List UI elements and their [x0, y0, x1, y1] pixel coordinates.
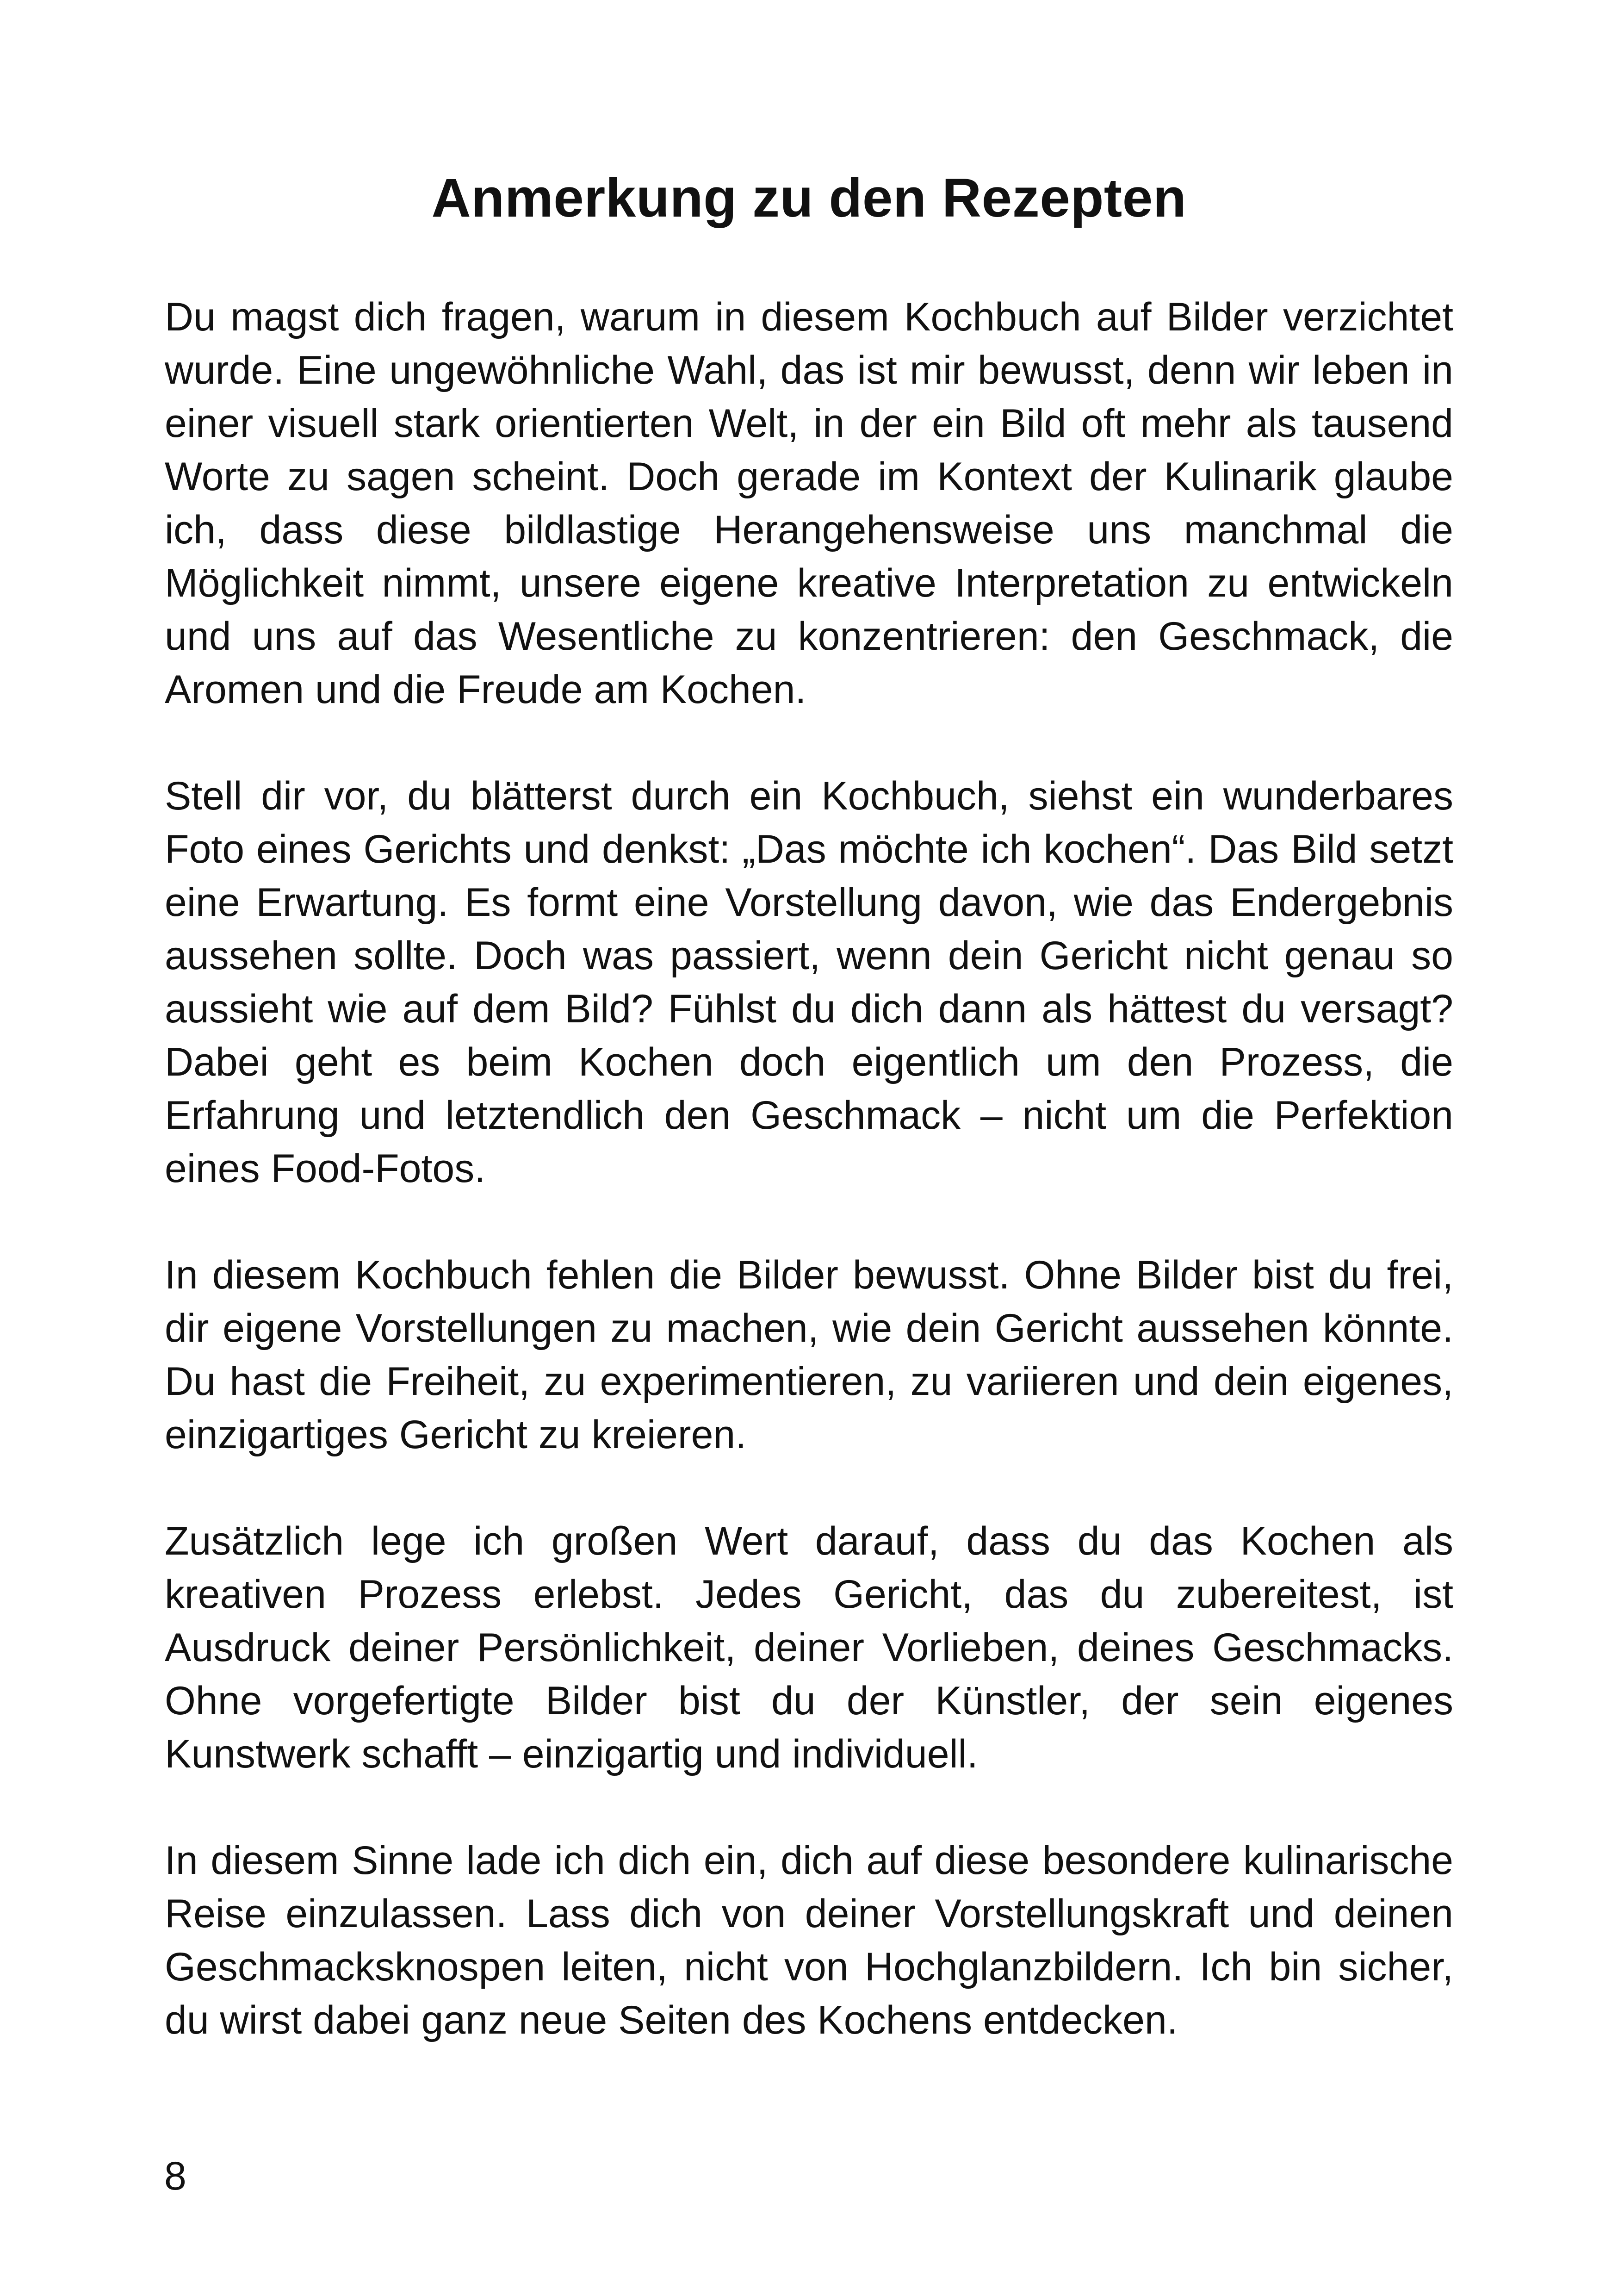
page-number: 8	[164, 2154, 186, 2198]
paragraph-3: In diesem Kochbuch fehlen die Bilder bewusst. Ohne Bilder bist du frei, dir eigene Vorstellungen zu machen, wie dein Gericht aussehen könnte. Du hast die Freiheit, zu experimentieren, zu variieren und dein eigenes, einzigartiges Gericht zu kreieren.	[165, 1253, 1453, 1457]
paragraph-1: Du magst dich fragen, warum in diesem Kochbuch auf Bilder verzichtet wurde. Eine ungewöhnliche Wahl, das ist mir bewusst, denn wir leben in einer visuell stark orientierten Welt, in der ein Bild oft mehr als tausend Worte zu sagen scheint. Doch gerade im Kontext der Kulinarik glaube ich, dass diese bildlastige Herangehensweise uns manchmal die Möglichkeit nimmt, unsere eigene kreative Interpretation zu entwickeln und uns auf das Wesentliche zu konzentrieren: den Geschmack, die Aromen und die Freude am Kochen.	[165, 295, 1453, 712]
paragraph-4: Zusätzlich lege ich großen Wert darauf, dass du das Kochen als kreativen Prozess erlebst. Jedes Gericht, das du zubereitest, ist Ausdruck deiner Persönlichkeit, deiner Vorlieben, deines Geschmacks. Ohne vorgefertigte Bilder bist du der Künstler, der sein eigenes Kunstwerk schafft – einzigartig und individuell.	[165, 1519, 1453, 1776]
body-text	[165, 291, 1453, 2100]
page-title: Anmerkung zu den Rezepten	[431, 168, 1187, 229]
paragraph-5: In diesem Sinne lade ich dich ein, dich auf diese besondere kulinarische Reise einzulassen. Lass dich von deiner Vorstellungskraft und deinen Geschmacksknospen leiten, nicht von Hochglanzbildern. Ich bin sicher, du wirst dabei ganz neue Seiten des Kochens entdecken.	[165, 1838, 1453, 2042]
paragraph-2: Stell dir vor, du blätterst durch ein Kochbuch, siehst ein wunderbares Foto eines Gerichts und denkst: „Das möchte ich kochen“. Das Bild setzt eine Erwartung. Es formt eine Vorstellung davon, wie das Endergebnis aussehen sollte. Doch was passiert, wenn dein Gericht nicht genau so aussieht wie auf dem Bild? Fühlst du dich dann als hättest du versagt? Dabei geht es beim Kochen doch eigentlich um den Prozess, die Erfahrung und letztendlich den Geschmack – nicht um die Perfektion eines Food-Fotos.	[165, 774, 1453, 1191]
